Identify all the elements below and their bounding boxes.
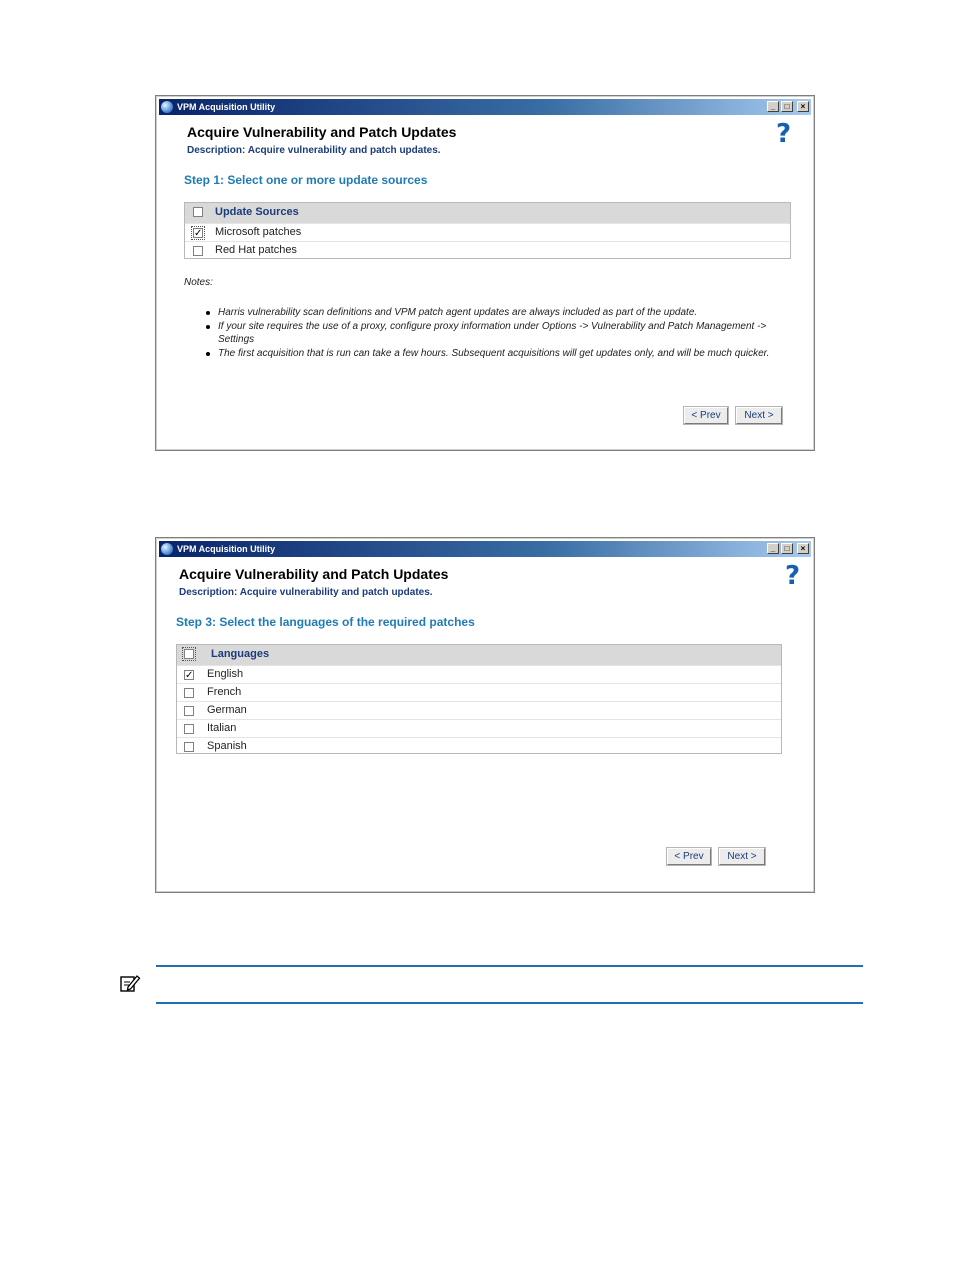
page-title: Acquire Vulnerability and Patch Updates — [187, 124, 457, 140]
german-checkbox[interactable] — [184, 706, 194, 716]
row-label: French — [207, 686, 242, 698]
row-label: Italian — [207, 722, 237, 734]
note-item: The first acquisition that is run can take a few hours. Subsequent acquisitions will get updates only, and will be much quicker. — [202, 347, 797, 361]
table-row[interactable] — [177, 701, 781, 719]
row-label: Red Hat patches — [215, 244, 297, 256]
table-row[interactable] — [177, 719, 781, 737]
globe-icon — [161, 543, 173, 555]
microsoft-patches-checkbox[interactable]: ✓ — [194, 228, 203, 239]
page-description: Description: Acquire vulnerability and patch updates. — [179, 587, 433, 598]
step-title: Step 3: Select the languages of the required patches — [176, 615, 475, 629]
next-button[interactable]: Next > — [736, 407, 782, 424]
table-row[interactable] — [177, 683, 781, 701]
notes-label: Notes: — [184, 277, 213, 288]
step-title: Step 1: Select one or more update sources — [184, 173, 428, 187]
prev-button[interactable]: < Prev — [667, 848, 711, 865]
notes-list — [202, 306, 797, 360]
close-button[interactable]: × — [797, 543, 809, 554]
table-row[interactable] — [177, 665, 781, 683]
spanish-checkbox[interactable] — [184, 742, 194, 752]
help-question-icon[interactable]: ? — [776, 119, 792, 149]
title-bar[interactable] — [159, 541, 811, 557]
window-title: VPM Acquisition Utility — [177, 102, 276, 112]
note-pencil-icon — [119, 973, 141, 993]
row-label: Microsoft patches — [215, 226, 302, 238]
help-question-icon[interactable]: ? — [785, 561, 801, 591]
select-all-checkbox[interactable] — [193, 207, 203, 217]
update-sources-table — [184, 202, 791, 259]
minimize-button[interactable]: _ — [767, 101, 779, 112]
table-row[interactable] — [177, 737, 781, 755]
maximize-button[interactable]: □ — [781, 101, 793, 112]
languages-table — [176, 644, 782, 754]
prev-button[interactable]: < Prev — [684, 407, 728, 424]
column-header-languages: Languages — [211, 648, 270, 660]
italian-checkbox[interactable] — [184, 724, 194, 734]
row-label: Spanish — [207, 740, 247, 752]
red-hat-patches-checkbox[interactable] — [193, 246, 203, 256]
note-rule-top — [156, 965, 863, 967]
column-header-update-sources: Update Sources — [215, 206, 299, 218]
note-rule-bottom — [156, 1002, 863, 1004]
title-bar[interactable] — [159, 99, 811, 115]
table-header — [185, 203, 790, 223]
table-row[interactable] — [185, 241, 790, 259]
select-all-checkbox[interactable] — [184, 649, 194, 659]
table-row[interactable] — [185, 223, 790, 241]
acquisition-window-step3 — [155, 537, 815, 893]
next-button[interactable]: Next > — [719, 848, 765, 865]
row-label: English — [207, 668, 244, 680]
window-title: VPM Acquisition Utility — [177, 544, 276, 554]
page-description: Description: Acquire vulnerability and patch updates. — [187, 145, 441, 156]
row-label: German — [207, 704, 247, 716]
minimize-button[interactable]: _ — [767, 543, 779, 554]
french-checkbox[interactable] — [184, 688, 194, 698]
note-item: Harris vulnerability scan definitions and VPM patch agent updates are always included as part of the update. — [202, 306, 797, 320]
table-header — [177, 645, 781, 665]
maximize-button[interactable]: □ — [781, 543, 793, 554]
english-checkbox[interactable]: ✓ — [185, 670, 194, 681]
acquisition-window-step1 — [155, 95, 815, 451]
close-button[interactable]: × — [797, 101, 809, 112]
page-title: Acquire Vulnerability and Patch Updates — [179, 566, 449, 582]
note-item: If your site requires the use of a proxy, configure proxy information under Options -> Vulnerability and Patch Management -> Settings — [202, 320, 797, 347]
globe-icon — [161, 101, 173, 113]
